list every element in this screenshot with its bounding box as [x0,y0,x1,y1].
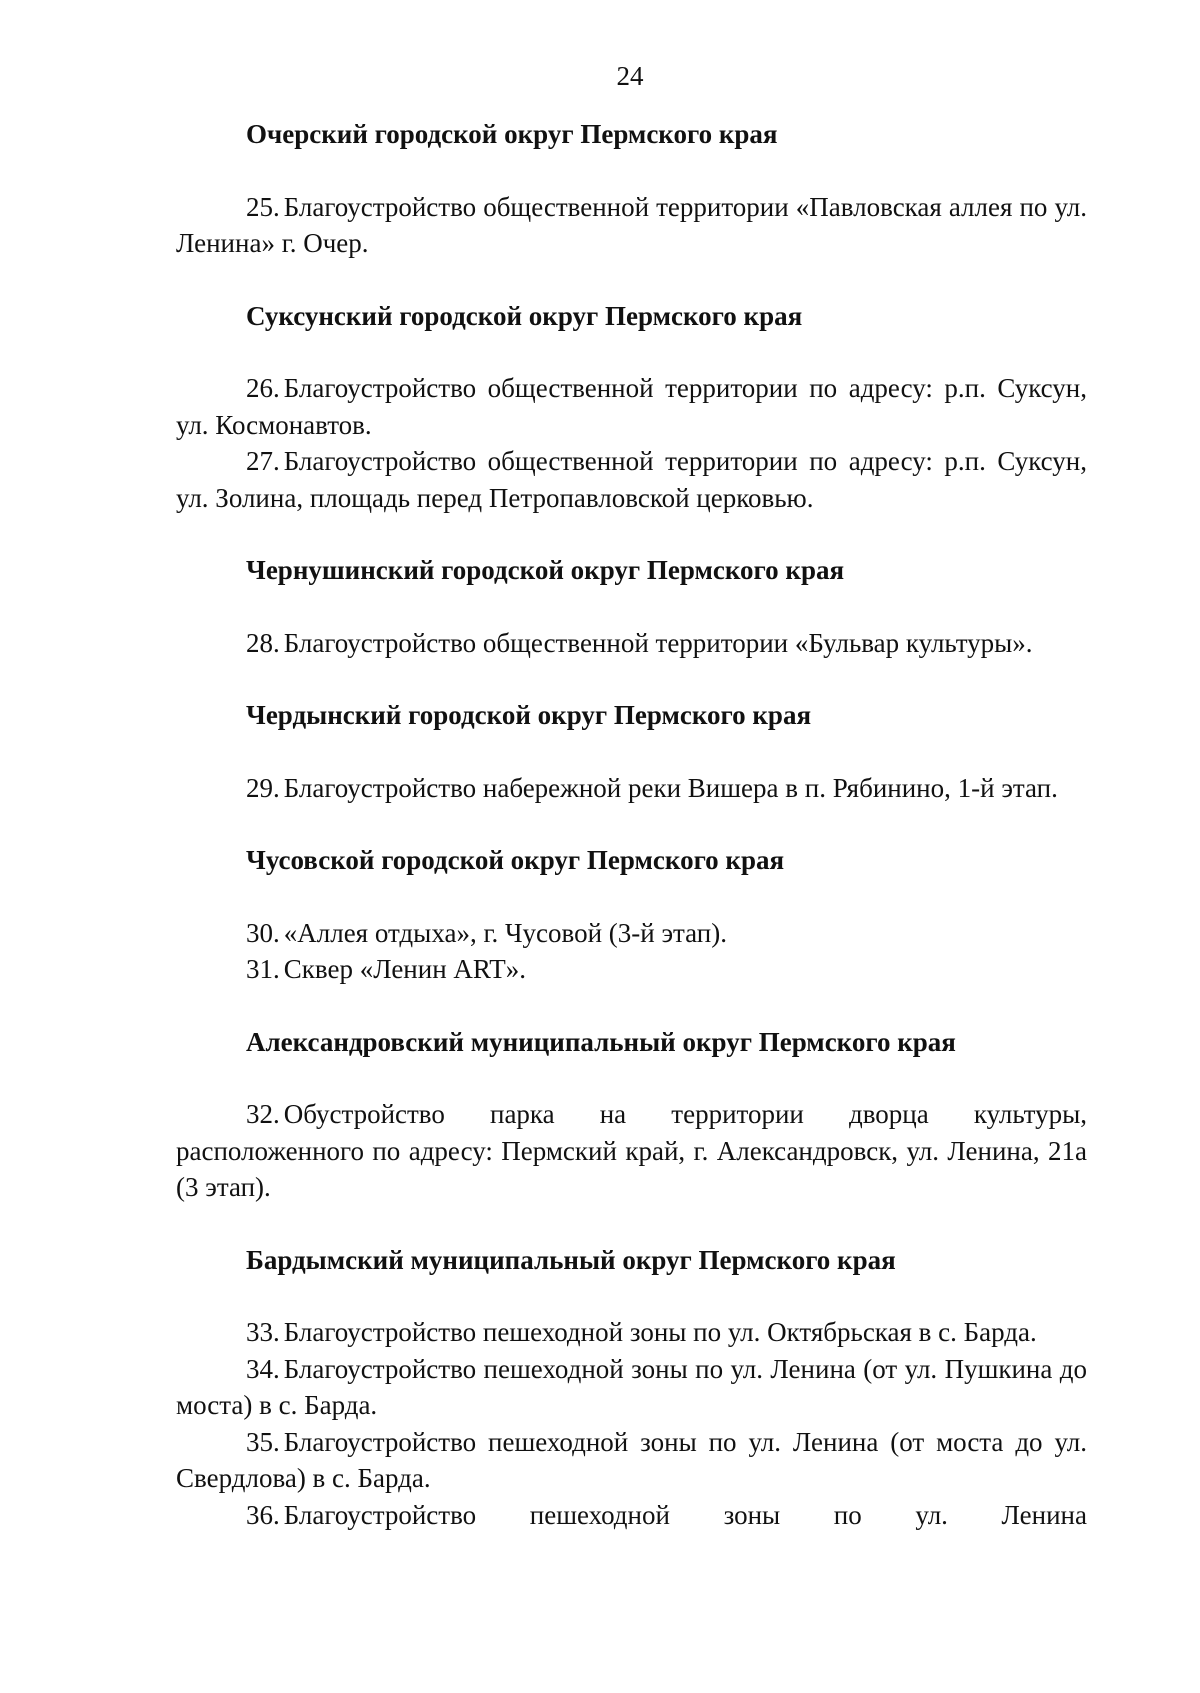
item-text: Благоустройство общественной территории «Павловская аллея по ул. Ленина» г. Очер. [176,191,1087,258]
section-bardymsky [176,1242,1087,1534]
list-item-29 [176,770,1087,807]
list-item-33 [176,1314,1087,1351]
section-title: Чусовской городской округ Пермского края [246,845,785,875]
section-aleksandrovsky [176,1024,1087,1206]
list-item-28 [176,625,1087,662]
list-item-36 [176,1497,1087,1534]
item-text: Благоустройство пешеходной зоны по ул. Октябрьская в с. Барда. [283,1317,1037,1347]
section-cherdynsky [176,697,1087,806]
item-text: Благоустройство общественной территории по адресу: р.п. Суксун, ул. Золина, площадь перед Петропавловской церковью. [176,446,1087,513]
section-chusovskoy [176,842,1087,988]
list-item-34 [176,1351,1087,1424]
page-number: 24 [616,61,644,91]
list-item-32 [176,1096,1087,1206]
item-text: «Аллея отдыха», г. Чусовой (3-й этап). [283,917,727,948]
list-item-35 [176,1424,1087,1497]
list-item-31 [176,951,1087,988]
section-title: Александровский муниципальный округ Пермского края [246,1026,956,1057]
item-number: 35. [246,1426,280,1457]
item-number: 32. [246,1099,280,1129]
list-item-30 [176,915,1087,952]
section-title: Чернушинский городской округ Пермского края [246,555,845,585]
item-number: 25. [246,191,280,222]
item-text: Благоустройство общественной территории «Бульвар культуры». [283,627,1033,658]
section-suksunsky [176,298,1087,517]
item-text: Благоустройство общественной территории по адресу: р.п. Суксун, ул. Космонавтов. [176,373,1087,440]
item-number: 34. [246,1353,280,1384]
item-text: Благоустройство пешеходной зоны по ул. Ленина (от моста до ул. Свердлова) в с. Барда. [176,1426,1087,1493]
item-text: Благоустройство набережной реки Вишера в п. Рябинино, 1-й этап. [283,772,1058,803]
section-chernushinsky [176,552,1087,661]
item-text: Благоустройство пешеходной зоны по ул. Ленина [283,1499,1087,1530]
item-number: 30. [246,917,280,948]
item-text: Благоустройство пешеходной зоны по ул. Ленина (от ул. Пушкина до моста) в с. Барда. [176,1353,1087,1420]
section-title: Чердынский городской округ Пермского края [246,700,812,730]
section-title: Суксунский городской округ Пермского края [246,300,803,331]
item-number: 33. [246,1317,280,1347]
list-item-26 [176,370,1087,443]
section-title: Очерский городской округ Пермского края [246,119,778,149]
item-text: Сквер «Ленин ART». [283,954,527,984]
item-number: 27. [246,446,280,476]
document-body [176,116,1087,1569]
item-number: 26. [246,373,280,403]
item-text: Обустройство парка на территории дворца культуры, расположенного по адресу: Пермский край, г. Александровск, ул. Ленина, 21а (3 этап). [176,1099,1087,1202]
list-item-27 [176,443,1087,516]
item-number: 31. [246,954,280,984]
item-number: 28. [246,627,280,658]
item-number: 29. [246,772,280,803]
item-number: 36. [246,1499,280,1530]
section-ochersky [176,116,1087,262]
section-title: Бардымский муниципальный округ Пермского края [246,1244,896,1275]
list-item-25 [176,189,1087,262]
